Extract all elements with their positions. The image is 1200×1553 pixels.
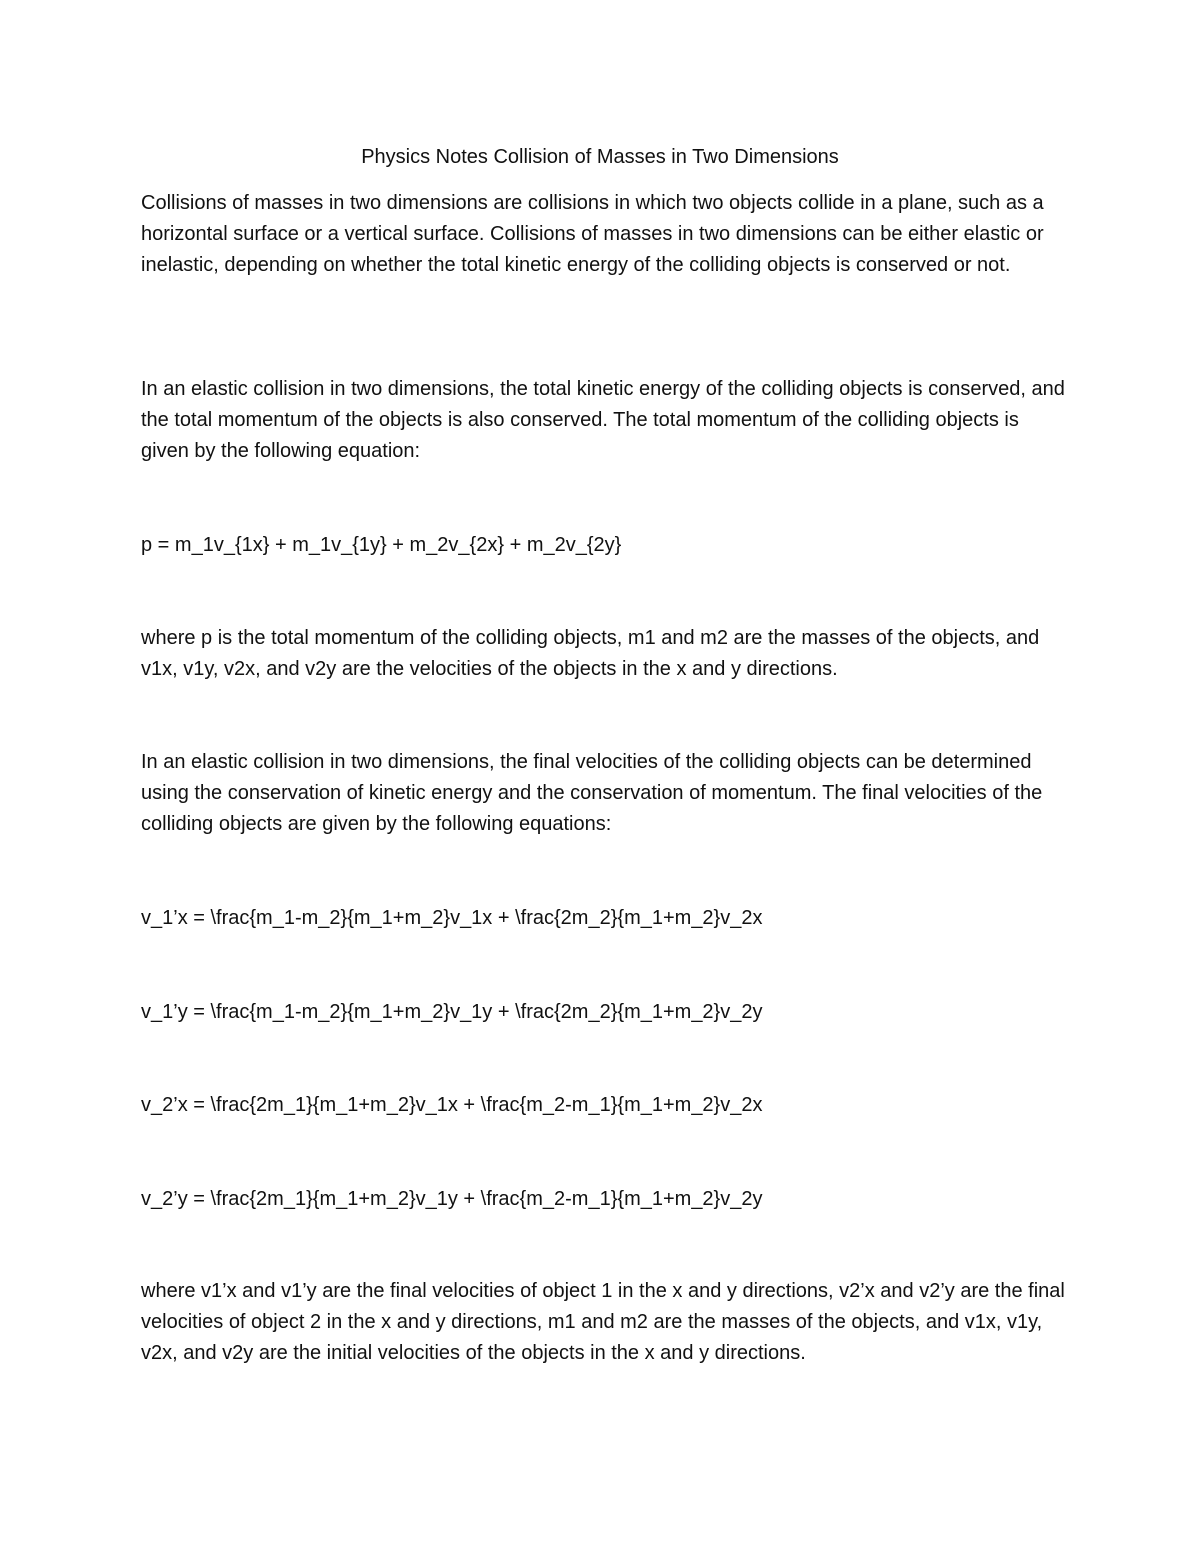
elastic-momentum-paragraph: In an elastic collision in two dimensions, the total kinetic energy of the colliding objects is conserved, and the total momentum of the objects is also conserved. The total momentum of the colliding objects is given by the following equation: — [141, 378, 1065, 463]
momentum-equation: p = m_1v_{1x} + m_1v_{1y} + m_2v_{2x} + m_2v_{2y} — [141, 534, 622, 556]
intro-paragraph: Collisions of masses in two dimensions are collisions in which two objects collide in a plane, such as a horizontal surface or a vertical surface. Collisions of masses in two dimensions can be either elastic or inelastic, depending on whether the total kinetic energy of the colliding objects is conserved or not. — [141, 192, 1044, 277]
momentum-variables-paragraph: where p is the total momentum of the colliding objects, m1 and m2 are the masses of the objects, and v1x, v1y, v2x, and v2y are the velocities of the objects in the x and y directions. — [141, 627, 1040, 681]
equation-v1-y: v_1’y = \frac{m_1-m_2}{m_1+m_2}v_1y + \frac{2m_2}{m_1+m_2}v_2y — [141, 1001, 763, 1023]
final-velocities-variables-paragraph: where v1’x and v1’y are the final velocities of object 1 in the x and y directions, v2’x and v2’y are the final velocities of object 2 in the x and y directions, m1 and m2 are the masses of the objects, and v1x, v1y, v2x, and v2y are the initial velocities of the objects in the x and y directions. — [141, 1280, 1065, 1365]
equation-v2-y: v_2’y = \frac{2m_1}{m_1+m_2}v_1y + \frac{m_2-m_1}{m_1+m_2}v_2y — [141, 1188, 763, 1210]
equation-v1-x: v_1’x = \frac{m_1-m_2}{m_1+m_2}v_1x + \frac{2m_2}{m_1+m_2}v_2x — [141, 907, 763, 929]
document-title: Physics Notes Collision of Masses in Two Dimensions — [361, 146, 839, 168]
final-velocities-paragraph: In an elastic collision in two dimensions, the final velocities of the colliding objects can be determined using the conservation of kinetic energy and the conservation of momentum. The final velocities of the colliding objects are given by the following equations: — [141, 751, 1043, 836]
equation-v2-x: v_2’x = \frac{2m_1}{m_1+m_2}v_1x + \frac{m_2-m_1}{m_1+m_2}v_2x — [141, 1094, 763, 1116]
